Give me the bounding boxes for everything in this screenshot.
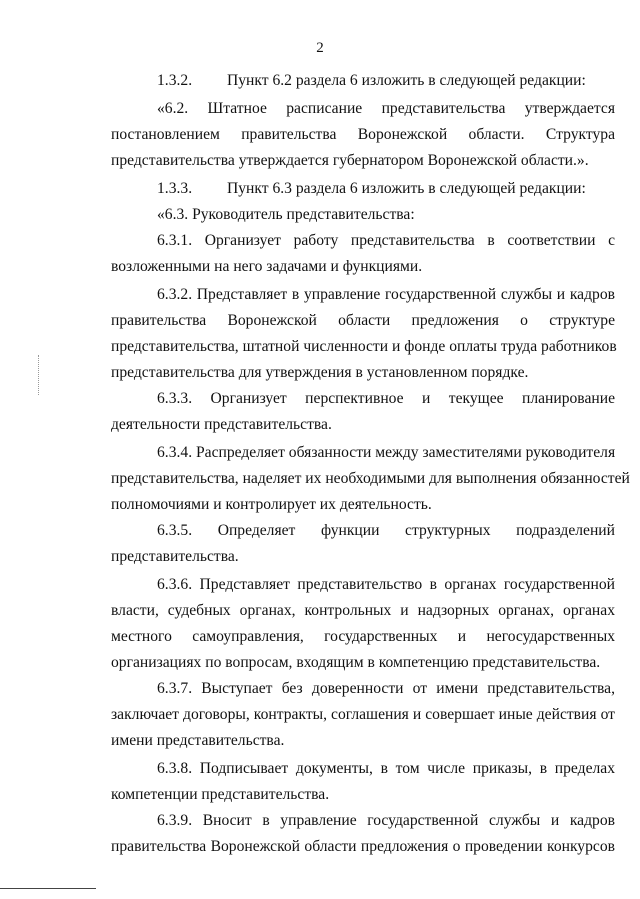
paragraph-line: 6.3.1. Организует работу представительства в соответствии с bbox=[157, 232, 615, 249]
line-item-1-3-2 bbox=[157, 72, 615, 90]
item-text: Пункт 6.3 раздела 6 изложить в следующей редакции: bbox=[227, 180, 586, 197]
item-number: 1.3.3. bbox=[157, 180, 193, 197]
paragraph-line: организациях по вопросам, входящим в компетенцию представительства. bbox=[111, 654, 601, 671]
paragraph-line: представительства, наделяет их необходимыми для выполнения обязанностей bbox=[111, 470, 630, 487]
footer-rule bbox=[0, 888, 96, 889]
paragraph-line: полномочиями и контролирует их деятельность. bbox=[111, 496, 432, 513]
item-text: Пункт 6.2 раздела 6 изложить в следующей редакции: bbox=[227, 72, 586, 89]
item-number: 1.3.2. bbox=[157, 72, 193, 89]
paragraph-line: имени представительства. bbox=[111, 732, 285, 749]
line-item-1-3-3 bbox=[157, 180, 615, 198]
paragraph-line: 6.3.3. Организует перспективное и текущее планирование bbox=[157, 390, 615, 407]
paragraph-line: заключает договоры, контракты, соглашения и совершает иные действия от bbox=[111, 706, 615, 723]
paragraph-line: 6.3.5. Определяет функции структурных подразделений bbox=[157, 522, 615, 539]
paragraph-line: 6.3.2. Представляет в управление государственной службы и кадров bbox=[157, 286, 615, 303]
paragraph-line: «6.2. Штатное расписание представительства утверждается bbox=[157, 100, 615, 117]
page-number: 2 bbox=[316, 40, 324, 56]
paragraph-line: 6.3.4. Распределяет обязанности между заместителями руководителя bbox=[157, 444, 616, 461]
paragraph-line: представительства, штатной численности и фонде оплаты труда работников bbox=[111, 338, 617, 355]
paragraph-line: местного самоуправления, государственных и негосударственных bbox=[111, 628, 615, 645]
paragraph-line: постановлением правительства Воронежской области. Структура bbox=[111, 126, 615, 143]
paragraph-line: 6.3.7. Выступает без доверенности от имени представительства, bbox=[157, 680, 615, 697]
paragraph-line: представительства. bbox=[111, 548, 239, 565]
paragraph-line: «6.3. Руководитель представительства: bbox=[157, 206, 415, 223]
paragraph-line: правительства Воронежской области предложения о проведении конкурсов bbox=[111, 838, 615, 855]
paragraph-line: представительства утверждается губернатором Воронежской области.». bbox=[111, 152, 589, 169]
paragraph-line: компетенции представительства. bbox=[111, 786, 330, 803]
paragraph-line: 6.3.6. Представляет представительство в органах государственной bbox=[157, 576, 615, 593]
paragraph-line: 6.3.8. Подписывает документы, в том числе приказы, в пределах bbox=[157, 760, 615, 777]
paragraph-line: представительства для утверждения в установленном порядке. bbox=[111, 364, 529, 381]
paragraph-line: возложенными на него задачами и функциями. bbox=[111, 258, 423, 275]
paragraph-line: деятельности представительства. bbox=[111, 416, 332, 433]
paragraph-line: власти, судебных органах, контрольных и надзорных органах, органах bbox=[111, 602, 615, 619]
paragraph-line: правительства Воронежской области предложения о структуре bbox=[111, 312, 615, 329]
scan-margin-mark bbox=[38, 355, 41, 395]
paragraph-line: 6.3.9. Вносит в управление государственной службы и кадров bbox=[157, 812, 615, 829]
